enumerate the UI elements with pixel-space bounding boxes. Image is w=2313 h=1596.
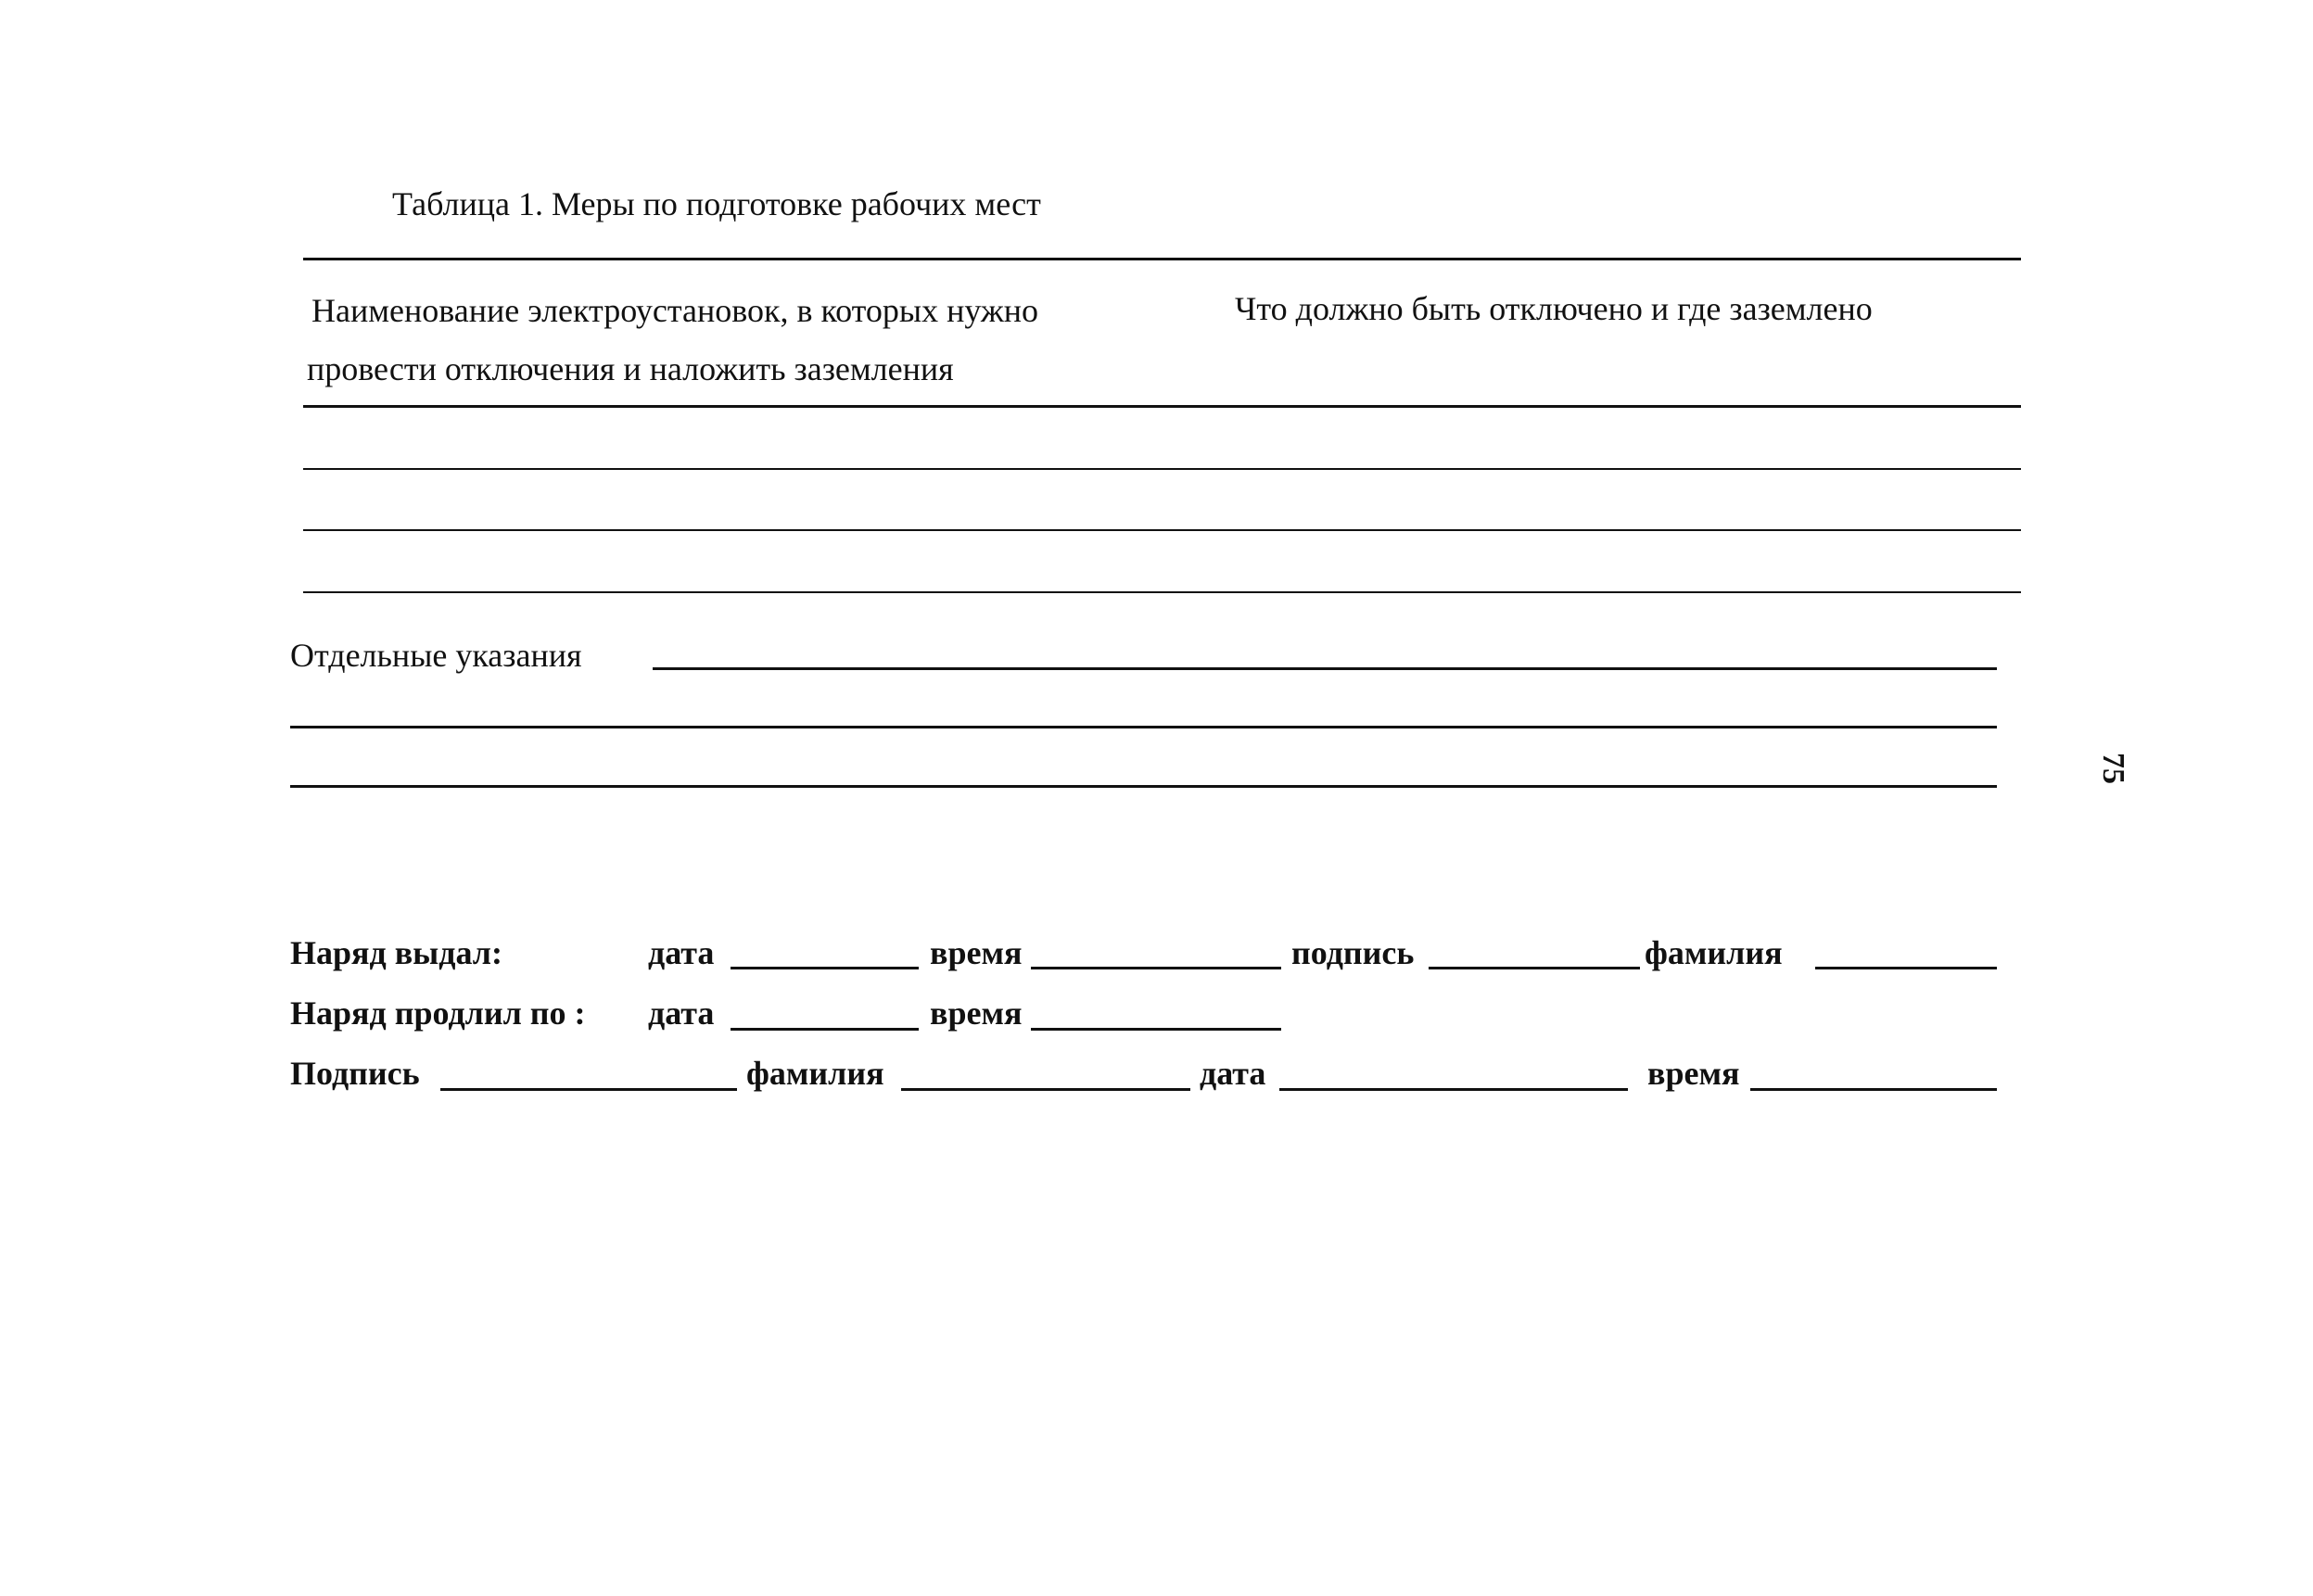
table-row-line[interactable]	[303, 591, 2021, 593]
instructions-line[interactable]	[290, 785, 1997, 788]
extended-date-label: дата	[648, 994, 715, 1032]
issued-time-field[interactable]	[1031, 967, 1281, 969]
signature-label: Подпись	[290, 1055, 420, 1092]
issued-sign-label: подпись	[1291, 934, 1415, 971]
issued-date-field[interactable]	[731, 967, 919, 969]
signature-surname-label: фамилия	[746, 1055, 884, 1092]
column-header-disconnect-ground: Что должно быть отключено и где заземлено	[1235, 290, 1873, 327]
extended-time-label: время	[930, 994, 1023, 1032]
signature-date-field[interactable]	[1279, 1088, 1628, 1091]
issued-label: Наряд выдал:	[290, 934, 502, 971]
table-caption: Таблица 1. Меры по подготовке рабочих мест	[392, 185, 1041, 222]
instructions-line[interactable]	[653, 667, 1997, 670]
column-header-installations-line1: Наименование электроустановок, в которых нужно	[311, 292, 1039, 329]
extended-date-field[interactable]	[731, 1028, 919, 1031]
signature-time-label: время	[1647, 1055, 1740, 1092]
page-number: 75	[2096, 753, 2130, 784]
issued-date-label: дата	[648, 934, 715, 971]
table-top-rule	[303, 258, 2021, 260]
signature-surname-field[interactable]	[901, 1088, 1190, 1091]
table-row-line[interactable]	[303, 529, 2021, 531]
issued-time-label: время	[930, 934, 1023, 971]
signature-field[interactable]	[440, 1088, 737, 1091]
table-row-line[interactable]	[303, 468, 2021, 470]
issued-sign-field[interactable]	[1429, 967, 1640, 969]
signature-date-label: дата	[1200, 1055, 1266, 1092]
column-header-installations-line2: провести отключения и наложить заземления	[307, 350, 954, 387]
table-header-rule	[303, 405, 2021, 408]
instructions-line[interactable]	[290, 726, 1997, 728]
signature-time-field[interactable]	[1750, 1088, 1997, 1091]
issued-surname-label: фамилия	[1645, 934, 1783, 971]
instructions-label: Отдельные указания	[290, 637, 582, 674]
extended-time-field[interactable]	[1031, 1028, 1281, 1031]
extended-label: Наряд продлил по :	[290, 994, 586, 1032]
issued-surname-field[interactable]	[1815, 967, 1997, 969]
